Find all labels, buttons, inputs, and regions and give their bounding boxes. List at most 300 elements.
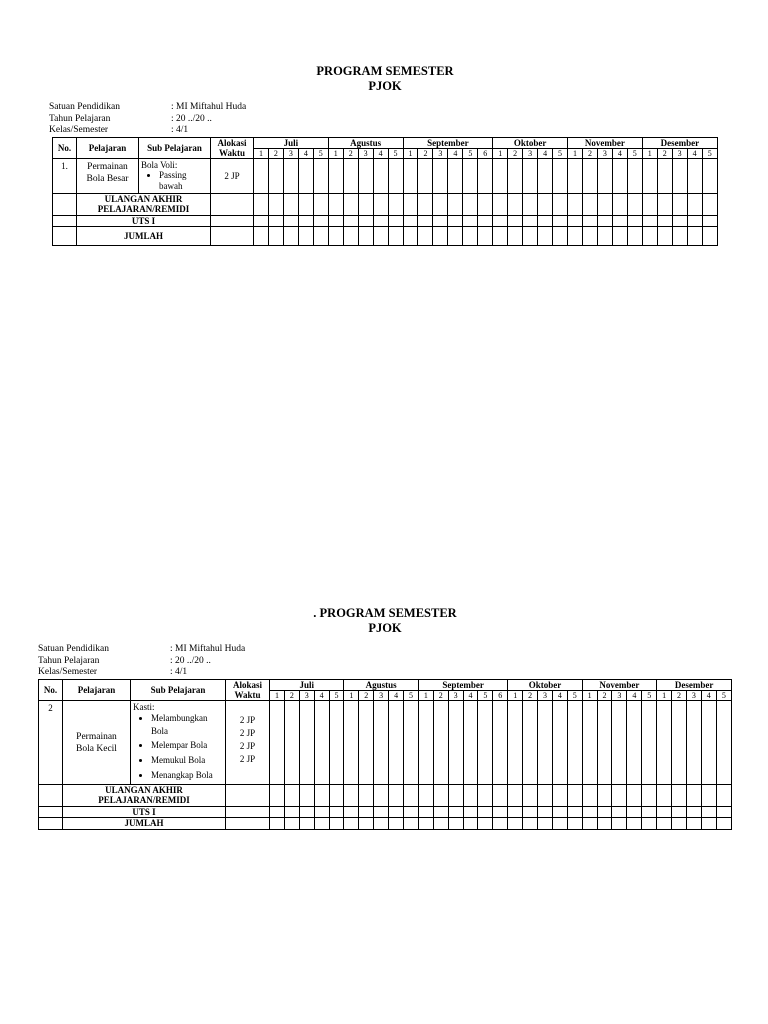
week-cell: [508, 818, 523, 830]
row-sub-pelajaran: [139, 158, 211, 193]
week-cell: [523, 806, 538, 818]
week-cell: [672, 215, 687, 227]
ulangan-row: [39, 784, 732, 806]
pelajaran-line2: Bola Kecil: [76, 744, 117, 754]
week-cell: [343, 193, 358, 215]
week-cell: [433, 806, 448, 818]
week-cell: [433, 215, 448, 227]
week-cell: [374, 784, 389, 806]
week-cell: [270, 818, 285, 830]
week-cell: [716, 784, 731, 806]
week-cell: [314, 806, 329, 818]
ulangan-line2: PELAJARAN/REMIDI: [97, 204, 190, 214]
week-cell: [552, 818, 567, 830]
week-cell: [270, 700, 285, 784]
program-semester-sheet-2: [38, 606, 732, 830]
week-cell: [597, 700, 612, 784]
week-cell: [284, 700, 299, 784]
week-number: 3: [433, 148, 448, 158]
alokasi-value: 2 JP: [224, 170, 240, 181]
ulangan-line1: ULANGAN AKHIR: [105, 784, 183, 795]
week-number: 3: [612, 690, 627, 700]
row-no: 2: [39, 700, 63, 784]
week-cell: [568, 193, 583, 215]
alokasi-value: 2 JP: [239, 740, 256, 751]
week-cell: [268, 227, 283, 246]
schedule-table: [38, 679, 732, 830]
week-cell: [389, 806, 404, 818]
week-number: 4: [448, 148, 463, 158]
week-cell: [373, 215, 388, 227]
week-cell: [328, 227, 343, 246]
week-number: 5: [627, 148, 642, 158]
week-cell: [582, 806, 597, 818]
row-sub-pelajaran: [131, 700, 226, 784]
week-number: 5: [567, 690, 582, 700]
week-cell: [642, 818, 657, 830]
week-cell: [299, 784, 314, 806]
table-row: [39, 700, 732, 784]
week-number: 4: [463, 690, 478, 700]
week-cell: [642, 806, 657, 818]
week-cell: [328, 193, 343, 215]
empty-cell: [39, 784, 63, 806]
week-cell: [389, 700, 404, 784]
week-cell: [582, 700, 597, 784]
info-value: : 4/1: [171, 125, 189, 135]
week-cell: [298, 158, 313, 193]
week-cell: [597, 158, 612, 193]
week-cell: [612, 818, 627, 830]
uts-row: [53, 215, 718, 227]
week-cell: [627, 215, 642, 227]
week-cell: [493, 700, 508, 784]
info-label: Tahun Pelajaran: [38, 655, 100, 666]
week-cell: [254, 193, 269, 215]
week-cell: [568, 215, 583, 227]
week-number: 2: [433, 690, 448, 700]
month-header-oktober: Oktober: [493, 137, 568, 148]
week-cell: [389, 784, 404, 806]
week-cell: [478, 818, 493, 830]
week-cell: [627, 227, 642, 246]
info-row: [38, 667, 732, 679]
week-cell: [493, 193, 508, 215]
week-cell: [597, 784, 612, 806]
week-cell: [268, 158, 283, 193]
sub-list: [141, 170, 208, 192]
week-cell: [389, 818, 404, 830]
info-value: : MI Miftahul Huda: [170, 644, 246, 654]
week-cell: [478, 215, 493, 227]
week-cell: [657, 806, 672, 818]
week-number: 5: [553, 148, 568, 158]
week-cell: [418, 215, 433, 227]
week-cell: [627, 158, 642, 193]
week-number: 4: [701, 690, 716, 700]
week-number: 3: [538, 690, 553, 700]
list-item: • Menangkap Bola: [151, 768, 223, 783]
week-number: 3: [299, 690, 314, 700]
week-number: 5: [388, 148, 403, 158]
week-cell: [582, 158, 597, 193]
week-cell: [672, 227, 687, 246]
week-cell: [403, 193, 418, 215]
pelajaran-line1: Permainan: [87, 161, 128, 172]
week-cell: [701, 784, 716, 806]
week-cell: [493, 818, 508, 830]
week-cell: [359, 818, 374, 830]
week-number: 4: [687, 148, 702, 158]
week-cell: [523, 818, 538, 830]
header-pelajaran: Pelajaran: [63, 679, 131, 700]
title-line-1: . PROGRAM SEMESTER: [313, 606, 457, 620]
week-cell: [493, 806, 508, 818]
week-cell: [463, 158, 478, 193]
week-number: 2: [418, 148, 433, 158]
alokasi-value: 2 JP: [239, 753, 256, 764]
ulangan-line1: ULANGAN AKHIR: [104, 193, 183, 204]
week-number: 5: [702, 148, 717, 158]
week-cell: [314, 784, 329, 806]
week-cell: [538, 700, 553, 784]
week-cell: [716, 806, 731, 818]
title-line-2: PJOK: [368, 79, 402, 93]
week-number: 5: [313, 148, 328, 158]
week-cell: [374, 700, 389, 784]
week-cell: [314, 818, 329, 830]
week-cell: [344, 700, 359, 784]
pelajaran-line1: Permainan: [76, 732, 117, 742]
week-cell: [597, 227, 612, 246]
week-cell: [508, 784, 523, 806]
week-cell: [433, 818, 448, 830]
week-cell: [404, 806, 419, 818]
week-number: 1: [568, 148, 583, 158]
week-cell: [523, 784, 538, 806]
sheet-title: [38, 606, 732, 636]
week-cell: [359, 700, 374, 784]
week-number: 5: [478, 690, 493, 700]
week-cell: [404, 784, 419, 806]
week-cell: [508, 193, 523, 215]
week-cell: [672, 158, 687, 193]
week-cell: [582, 215, 597, 227]
uts-label: UTS I: [63, 806, 226, 818]
week-cell: [448, 784, 463, 806]
week-cell: [313, 158, 328, 193]
header-alokasi-line2: Waktu: [218, 147, 245, 158]
week-cell: [672, 818, 687, 830]
week-cell: [642, 158, 657, 193]
week-cell: [642, 215, 657, 227]
list-item: • Melempar Bola: [151, 738, 223, 753]
alokasi-value: 2 JP: [239, 714, 256, 725]
info-block: [49, 102, 718, 137]
week-cell: [686, 784, 701, 806]
week-number: 4: [612, 148, 627, 158]
week-cell: [493, 158, 508, 193]
week-number: 5: [404, 690, 419, 700]
week-cell: [597, 806, 612, 818]
empty-cell: [226, 806, 270, 818]
week-cell: [627, 806, 642, 818]
week-cell: [538, 227, 553, 246]
week-cell: [686, 806, 701, 818]
week-cell: [701, 700, 716, 784]
week-cell: [463, 784, 478, 806]
week-number: 1: [254, 148, 269, 158]
week-cell: [553, 215, 568, 227]
info-label: Kelas/Semester: [49, 125, 109, 135]
empty-cell: [226, 818, 270, 830]
list-item: • Passing bawah: [159, 170, 208, 192]
header-sub-pelajaran: Sub Pelajaran: [139, 137, 211, 158]
week-cell: [552, 784, 567, 806]
pelajaran-line2: Bola Besar: [86, 173, 129, 184]
week-cell: [298, 215, 313, 227]
jumlah-label: JUMLAH: [77, 227, 211, 246]
week-cell: [552, 700, 567, 784]
week-cell: [374, 806, 389, 818]
week-number: 1: [657, 690, 672, 700]
week-cell: [657, 818, 672, 830]
week-cell: [329, 818, 344, 830]
row-no: 1.: [53, 158, 77, 193]
empty-cell: [211, 227, 254, 246]
empty-cell: [226, 784, 270, 806]
header-pelajaran: Pelajaran: [77, 137, 139, 158]
week-cell: [343, 215, 358, 227]
week-cell: [418, 806, 433, 818]
week-cell: [418, 193, 433, 215]
week-cell: [358, 158, 373, 193]
week-cell: [463, 818, 478, 830]
table-row: [53, 158, 718, 193]
week-number: 4: [298, 148, 313, 158]
week-cell: [343, 227, 358, 246]
week-number: 4: [538, 148, 553, 158]
week-cell: [657, 193, 672, 215]
sub-title: Kasti:: [133, 701, 155, 712]
month-header-desember: Desember: [642, 137, 717, 148]
week-cell: [344, 806, 359, 818]
info-value: : MI Miftahul Huda: [171, 102, 247, 112]
week-cell: [702, 193, 717, 215]
week-cell: [508, 215, 523, 227]
week-cell: [567, 806, 582, 818]
empty-cell: [39, 806, 63, 818]
week-cell: [433, 158, 448, 193]
week-cell: [268, 215, 283, 227]
week-number: 2: [359, 690, 374, 700]
header-alokasi-line2: Waktu: [234, 689, 261, 700]
title-line-1: PROGRAM SEMESTER: [316, 64, 454, 78]
week-cell: [672, 784, 687, 806]
list-item: • Melambungkan Bola: [151, 712, 223, 738]
schedule-table: [52, 137, 718, 247]
header-alokasi-line1: Alokasi: [217, 137, 247, 148]
week-cell: [582, 193, 597, 215]
info-row: [38, 656, 732, 668]
week-cell: [612, 700, 627, 784]
week-cell: [687, 158, 702, 193]
week-number: 2: [268, 148, 283, 158]
week-cell: [538, 215, 553, 227]
week-cell: [553, 158, 568, 193]
week-cell: [418, 227, 433, 246]
week-number: 1: [403, 148, 418, 158]
week-cell: [448, 700, 463, 784]
ulangan-line2: PELAJARAN/REMIDI: [98, 795, 190, 805]
week-number: 2: [597, 690, 612, 700]
week-cell: [508, 806, 523, 818]
info-row: [49, 125, 718, 137]
week-cell: [448, 215, 463, 227]
month-header-juli: Juli: [270, 679, 344, 690]
week-cell: [329, 700, 344, 784]
week-cell: [418, 784, 433, 806]
week-cell: [418, 818, 433, 830]
week-cell: [388, 158, 403, 193]
week-number: 1: [270, 690, 285, 700]
week-cell: [433, 193, 448, 215]
week-number: 4: [552, 690, 567, 700]
week-cell: [283, 227, 298, 246]
week-cell: [716, 700, 731, 784]
week-cell: [299, 818, 314, 830]
week-cell: [493, 215, 508, 227]
week-cell: [657, 158, 672, 193]
week-cell: [284, 818, 299, 830]
week-cell: [433, 784, 448, 806]
week-cell: [597, 818, 612, 830]
info-row: [38, 644, 732, 656]
jumlah-label: JUMLAH: [63, 818, 226, 830]
week-number: 3: [374, 690, 389, 700]
info-value: : 20 ../20 ..: [171, 113, 212, 124]
week-number: 1: [508, 690, 523, 700]
week-cell: [358, 215, 373, 227]
week-number: 3: [597, 148, 612, 158]
empty-cell: [211, 193, 254, 215]
week-number: 5: [463, 148, 478, 158]
week-cell: [463, 227, 478, 246]
week-cell: [463, 215, 478, 227]
week-cell: [508, 227, 523, 246]
week-cell: [568, 158, 583, 193]
header-sub-pelajaran: Sub Pelajaran: [131, 679, 226, 700]
week-cell: [270, 806, 285, 818]
week-cell: [687, 193, 702, 215]
week-cell: [373, 193, 388, 215]
week-cell: [612, 806, 627, 818]
week-cell: [493, 784, 508, 806]
week-cell: [388, 227, 403, 246]
month-header-agustus: Agustus: [344, 679, 418, 690]
ulangan-label: [63, 784, 226, 806]
week-cell: [701, 806, 716, 818]
sub-title: Bola Voli:: [141, 159, 178, 170]
week-cell: [448, 193, 463, 215]
empty-cell: [53, 227, 77, 246]
header-alokasi-line1: Alokasi: [232, 679, 262, 690]
week-cell: [627, 784, 642, 806]
week-cell: [642, 784, 657, 806]
week-number: 4: [627, 690, 642, 700]
week-number: 1: [493, 148, 508, 158]
week-cell: [553, 193, 568, 215]
week-cell: [418, 700, 433, 784]
uts-label: UTS I: [77, 215, 211, 227]
week-number: 2: [508, 148, 523, 158]
week-cell: [642, 227, 657, 246]
week-cell: [283, 193, 298, 215]
week-cell: [701, 818, 716, 830]
week-cell: [657, 215, 672, 227]
jumlah-row: [39, 818, 732, 830]
week-cell: [448, 158, 463, 193]
week-cell: [433, 227, 448, 246]
week-cell: [493, 227, 508, 246]
empty-cell: [211, 215, 254, 227]
week-cell: [508, 158, 523, 193]
week-cell: [403, 227, 418, 246]
week-cell: [672, 193, 687, 215]
week-cell: [642, 193, 657, 215]
week-cell: [254, 158, 269, 193]
week-cell: [672, 806, 687, 818]
week-number: 6: [478, 148, 493, 158]
week-number: 3: [358, 148, 373, 158]
week-number: 4: [373, 148, 388, 158]
week-cell: [313, 227, 328, 246]
week-cell: [358, 227, 373, 246]
month-header-desember: Desember: [657, 679, 732, 690]
program-semester-sheet-1: [49, 64, 718, 246]
week-cell: [463, 806, 478, 818]
week-cell: [597, 193, 612, 215]
week-cell: [552, 806, 567, 818]
week-cell: [686, 700, 701, 784]
week-cell: [284, 784, 299, 806]
week-number: 1: [328, 148, 343, 158]
week-cell: [448, 806, 463, 818]
header-no: No.: [53, 137, 77, 158]
week-cell: [627, 193, 642, 215]
week-cell: [403, 215, 418, 227]
uts-row: [39, 806, 732, 818]
week-cell: [404, 818, 419, 830]
week-number: 5: [329, 690, 344, 700]
week-cell: [373, 227, 388, 246]
jumlah-row: [53, 227, 718, 246]
info-label: Kelas/Semester: [38, 667, 98, 677]
week-cell: [313, 215, 328, 227]
week-cell: [672, 700, 687, 784]
month-header-agustus: Agustus: [328, 137, 403, 148]
info-label: Tahun Pelajaran: [49, 113, 111, 124]
week-cell: [702, 158, 717, 193]
week-cell: [299, 806, 314, 818]
alokasi-value: 2 JP: [239, 727, 256, 738]
ulangan-label: [77, 193, 211, 215]
week-cell: [582, 227, 597, 246]
week-cell: [612, 158, 627, 193]
header-no: No.: [39, 679, 63, 700]
month-header-juli: Juli: [254, 137, 329, 148]
empty-cell: [53, 193, 77, 215]
